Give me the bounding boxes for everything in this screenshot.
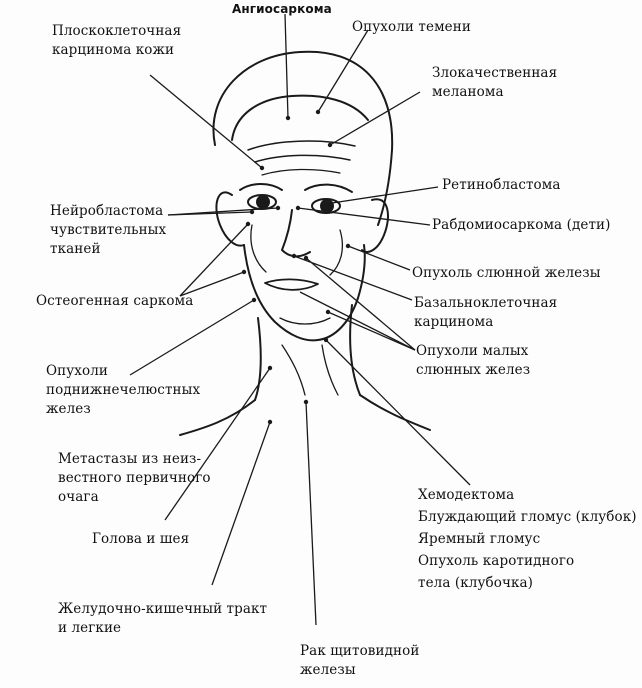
nose bbox=[282, 210, 310, 256]
label-basal-cell-carcinoma: Базальноклеточная карцинома bbox=[414, 295, 558, 330]
label-melanoma: Злокачественная меланома bbox=[432, 65, 558, 100]
left-eyebrow bbox=[240, 184, 282, 190]
label-squamous-cell-carcinoma: Плоскоклеточная карцинома кожи bbox=[52, 23, 182, 58]
label-salivary-gland-tumor: Опухоль слюнной железы bbox=[412, 265, 601, 281]
label-head-and-neck: Голова и шея bbox=[92, 531, 190, 547]
label-metastases-unknown-primary: Метастазы из неиз- вестного первичного очага bbox=[58, 451, 211, 505]
label-minor-salivary-tumors: Опухоли малых слюнных желез bbox=[416, 343, 531, 378]
forehead-wrinkle bbox=[248, 141, 355, 150]
right-pupil bbox=[321, 200, 333, 212]
label-scalp-tumors: Опухоли темени bbox=[352, 19, 471, 35]
label-submandibular-tumors: Опухоли поднижнечелюстных желез bbox=[46, 363, 201, 417]
shoulder-right bbox=[360, 395, 430, 430]
mouth bbox=[265, 279, 318, 290]
left-ear bbox=[216, 192, 244, 245]
head-outline bbox=[213, 52, 392, 225]
label-rhabdomyosarcoma: Рабдомиосаркома (дети) bbox=[432, 217, 611, 233]
label-neuroblastoma: Нейробластома чувствительных тканей bbox=[50, 203, 167, 257]
label-angiosarcoma: Ангиосаркома bbox=[232, 2, 332, 16]
label-thyroid-cancer: Рак щитовидной железы bbox=[300, 643, 420, 678]
label-retinoblastoma: Ретинобластома bbox=[442, 177, 561, 193]
forehead-wrinkle bbox=[262, 169, 340, 175]
hairline bbox=[232, 96, 368, 140]
forehead-wrinkle bbox=[255, 155, 350, 162]
label-gi-tract-lungs: Желудочно-кишечный тракт и легкие bbox=[58, 601, 268, 636]
right-eyebrow bbox=[305, 185, 352, 192]
left-pupil bbox=[257, 196, 269, 208]
label-chemodectoma-group: Хемодектома Блуждающий гломус (клубок) Яремный гломус Опухоль каротидного тела (клубочка) bbox=[418, 487, 637, 591]
label-osteosarcoma: Остеогенная саркома bbox=[36, 293, 194, 309]
